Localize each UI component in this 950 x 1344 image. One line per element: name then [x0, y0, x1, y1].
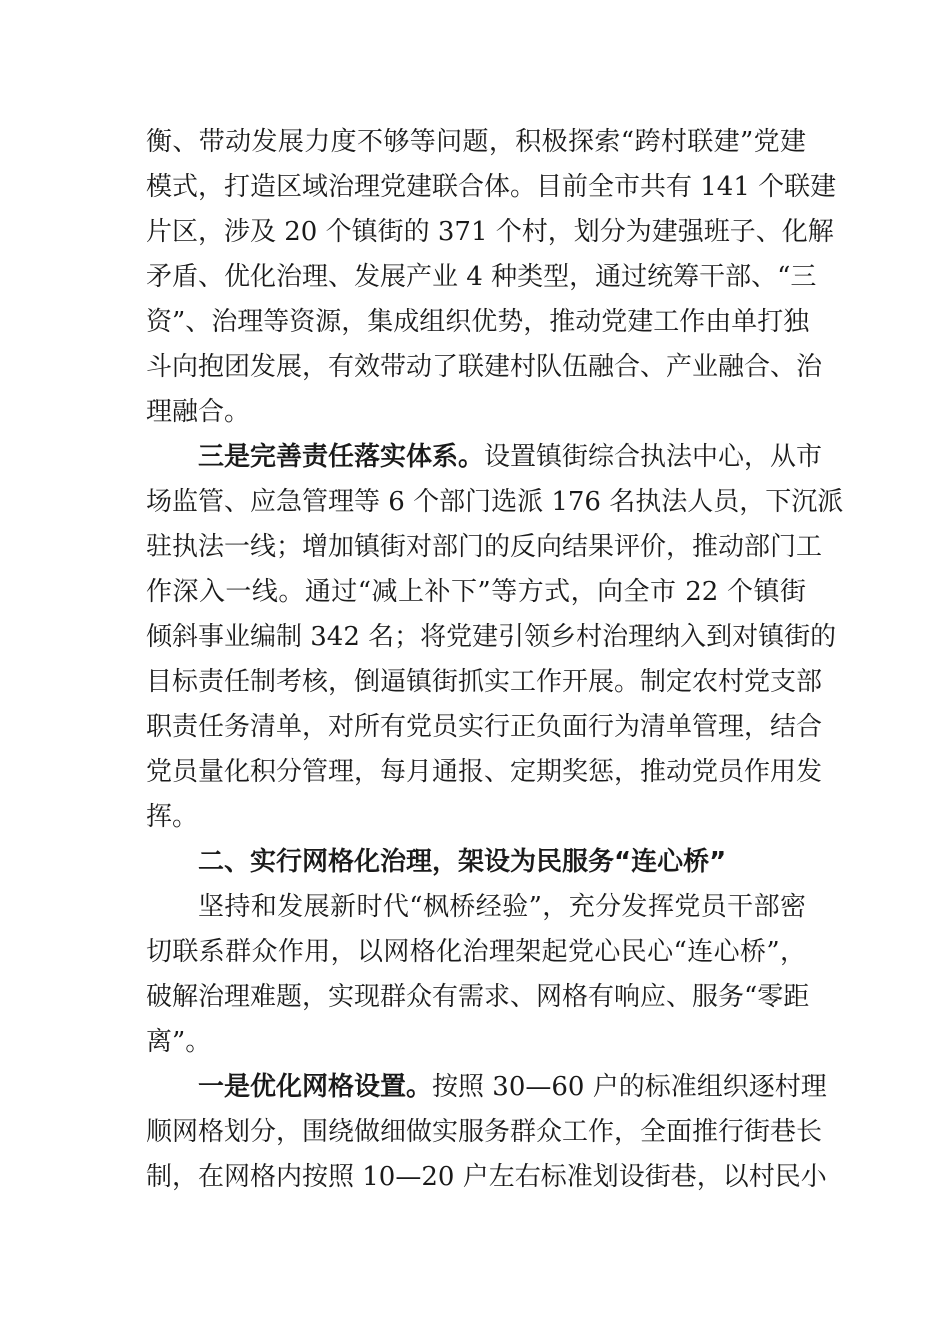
- text-line: 理融合。: [146, 397, 251, 427]
- paragraph-first-rest: 按照 30—60 户的标准组织逐村理: [432, 1072, 827, 1102]
- text-line-first: [146, 1065, 827, 1110]
- text-line: 离”。: [146, 1027, 212, 1057]
- text-line: 作深入一线。通过“减上补下”等方式，向全市 22 个镇街: [146, 577, 806, 607]
- paragraph-fengqiao: [146, 885, 810, 1065]
- text-line: 顺网格划分，围绕做细做实服务群众工作，全面推行街巷长: [146, 1117, 823, 1147]
- text-line: 资”、治理等资源，集成组织优势，推动党建工作由单打独: [146, 307, 810, 337]
- text-line: 场监管、应急管理等 6 个部门选派 176 名执法人员，下沉派: [146, 487, 844, 517]
- text-line-first: 坚持和发展新时代“枫桥经验”，充分发挥党员干部密: [198, 892, 806, 922]
- paragraph-lead: 一是优化网格设置。: [198, 1072, 433, 1102]
- text-line: 驻执法一线；增加镇街对部门的反向结果评价，推动部门工: [146, 532, 823, 562]
- text-line: 矛盾、优化治理、发展产业 4 种类型，通过统筹干部、“三: [146, 262, 817, 292]
- text-line: 切联系群众作用，以网格化治理架起党心民心“连心桥”，: [146, 937, 806, 967]
- text-line: 倾斜事业编制 342 名；将党建引领乡村治理纳入到对镇街的: [146, 622, 837, 652]
- text-line-first: [146, 435, 823, 480]
- text-line: 模式，打造区域治理党建联合体。目前全市共有 141 个联建: [146, 172, 837, 202]
- text-line: 目标责任制考核，倒逼镇街抓实工作开展。制定农村党支部: [146, 667, 823, 697]
- text-line: 挥。: [146, 802, 199, 832]
- paragraph-lead: 三是完善责任落实体系。: [198, 442, 485, 472]
- section-heading: 二、实行网格化治理，架设为民服务“连心桥”: [198, 847, 727, 877]
- text-line: 片区，涉及 20 个镇街的 371 个村，划分为建强班子、化解: [146, 217, 834, 247]
- paragraph-cross-village: [146, 120, 837, 435]
- text-line: 职责任务清单，对所有党员实行正负面行为清单管理，结合: [146, 712, 823, 742]
- text-line: 制，在网格内按照 10—20 户左右标准划设街巷，以村民小: [146, 1162, 827, 1192]
- text-line: 破解治理难题，实现群众有需求、网格有响应、服务“零距: [146, 982, 810, 1012]
- paragraph-first-rest: 设置镇街综合执法中心，从市: [484, 442, 823, 472]
- text-line: 衡、带动发展力度不够等问题，积极探索“跨村联建”党建: [146, 127, 806, 157]
- document-page: [146, 120, 844, 1200]
- text-line: 党员量化积分管理，每月通报、定期奖惩，推动党员作用发: [146, 757, 823, 787]
- paragraph-grid-setup: [146, 1065, 827, 1200]
- text-line: 斗向抱团发展，有效带动了联建村队伍融合、产业融合、治: [146, 352, 823, 382]
- paragraph-responsibility: [146, 435, 844, 840]
